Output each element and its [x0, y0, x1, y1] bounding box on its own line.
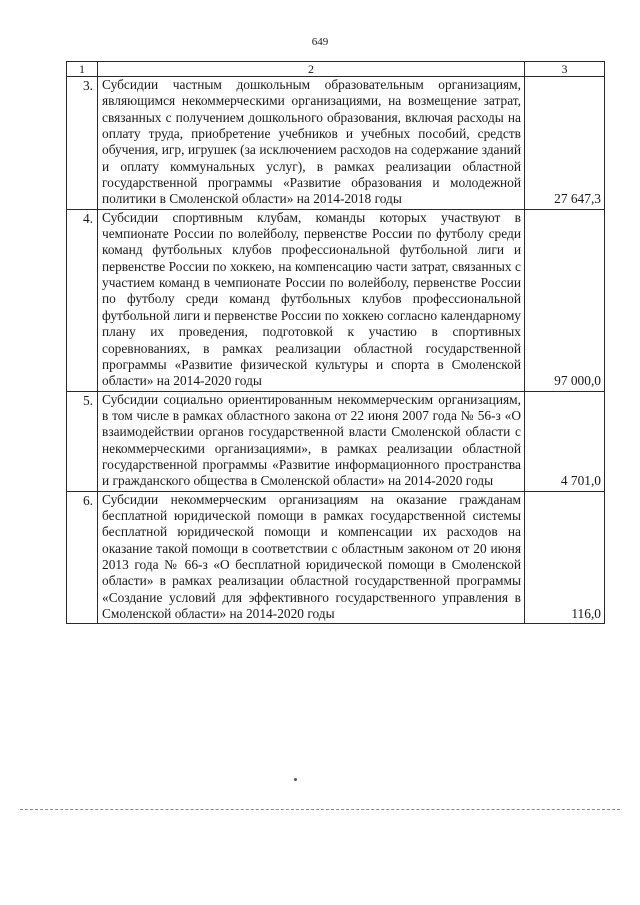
- row-description: Субсидии социально ориентированным некоммерческим организациям, в том числе в рамках областного закона от 22 июня 2007 года № 56-з «О взаимодействии органов государственной власти Смоленской области с некоммерческими организациями», в рамках реализации областной государственной программы «Развитие информационного пространства и гражданского общества в Смоленской области» на 2014-2020 годы: [98, 391, 525, 491]
- column-number-1: 1: [67, 62, 98, 77]
- row-amount: 97 000,0: [525, 209, 605, 391]
- column-number-3: 3: [525, 62, 605, 77]
- scan-dot-mark: [294, 778, 297, 781]
- row-description: Субсидии спортивным клубам, команды которых участвуют в чемпионате России по волейболу, первенстве России по футболу среди команд футбольных клубов профессиональной футбольной лиги и первенстве России по хоккею, на компенсацию части затрат, связанных с участием команд в чемпионате России по волейболу, первенстве России по футболу среди команд футбольных клубов профессиональной футбольной лиги и первенстве России по хоккею согласно календарному плану их проведения, подготовкой к участию в спортивных соревнованиях, в рамках реализации областной государственной программы «Развитие физической культуры и спорта в Смоленской области» на 2014-2020 годы: [98, 209, 525, 391]
- row-number: 6.: [67, 491, 98, 624]
- table-row: [67, 391, 605, 491]
- row-number: 4.: [67, 209, 98, 391]
- table-row: [67, 209, 605, 391]
- row-description: Субсидии частным дошкольным образовательным организациям, являющимся некоммерческими организациями, на возмещение затрат, связанных с получением дошкольного образования, включая расходы на оплату труда, приобретение учебников и учебных пособий, средств обучения, игр, игрушек (за исключением расходов на содержание зданий и оплату коммунальных услуг), в рамках реализации областной государственной программы «Развитие образования и молодежной политики в Смоленской области» на 2014-2018 годы: [98, 77, 525, 210]
- page-number: 649: [311, 36, 329, 48]
- row-number: 3.: [67, 77, 98, 210]
- row-number: 5.: [67, 391, 98, 491]
- row-amount: 4 701,0: [525, 391, 605, 491]
- row-description: Субсидии некоммерческим организациям на оказание гражданам бесплатной юридической помощи в рамках государственной системы бесплатной юридической помощи и компенсации их расходов на оказание такой помощи в соответствии с областным законом от 20 июня 2013 года № 66-з «О бесплатной юридической помощи в Смоленской области» в рамках реализации областной государственной программы «Создание условий для эффективного государственного управления в Смоленской области» на 2014-2020 годы: [98, 491, 525, 624]
- table-header-row: [67, 62, 605, 77]
- row-amount: 116,0: [525, 491, 605, 624]
- subsidies-table: [66, 61, 605, 624]
- row-amount: 27 647,3: [525, 77, 605, 210]
- table-row: [67, 77, 605, 210]
- column-number-2: 2: [98, 62, 525, 77]
- dashed-cut-line: [20, 809, 620, 810]
- table-row: [67, 491, 605, 624]
